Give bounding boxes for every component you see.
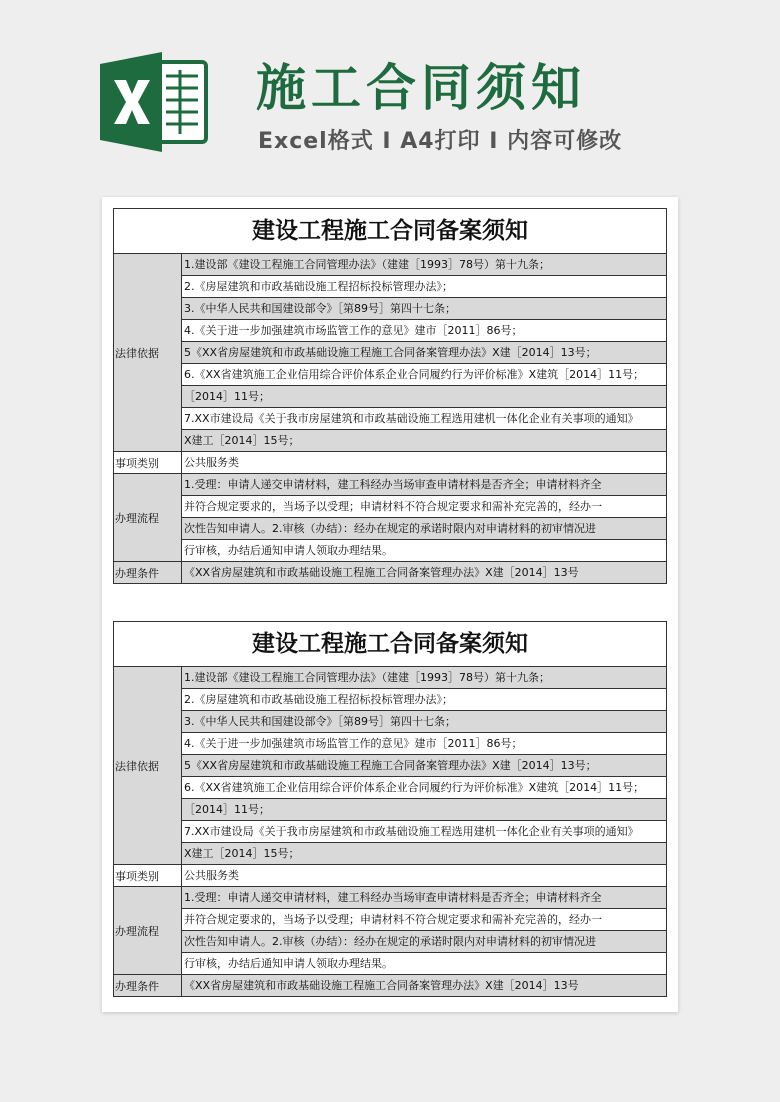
category-section — [114, 452, 666, 474]
header — [0, 0, 780, 195]
law-row: 1.建设部《建设工程施工合同管理办法》（建建［1993］78号）第十九条； — [182, 667, 666, 689]
law-label: 法律依据 — [114, 667, 182, 864]
page-title: 施工合同须知 — [256, 59, 586, 117]
category-label: 事项类别 — [114, 452, 182, 473]
law-row: 5《XX省房屋建筑和市政基础设施工程施工合同备案管理办法》X建［2014］13号； — [182, 342, 666, 364]
law-row: 2.《房屋建筑和市政基础设施工程招标投标管理办法》； — [182, 276, 666, 298]
process-row: 次性告知申请人。2.审核（办结）：经办在规定的承诺时限内对申请材料的初审情况进 — [182, 931, 666, 953]
law-row: 6.《XX省建筑施工企业信用综合评价体系企业合同履约行为评价标准》X建筑［2014］11号； — [182, 364, 666, 386]
process-row: 行审核，办结后通知申请人领取办理结果。 — [182, 540, 666, 561]
excel-icon — [100, 52, 210, 152]
law-row: 4.《关于进一步加强建筑市场监管工作的意见》建市［2011］86号； — [182, 320, 666, 342]
process-section — [114, 474, 666, 562]
process-section — [114, 887, 666, 975]
law-row: ［2014］11号； — [182, 386, 666, 408]
condition-label: 办理条件 — [114, 975, 182, 996]
law-row: X建工［2014］15号； — [182, 843, 666, 864]
process-label: 办理流程 — [114, 474, 182, 561]
category-label: 事项类别 — [114, 865, 182, 886]
law-row: ［2014］11号； — [182, 799, 666, 821]
law-row: X建工［2014］15号； — [182, 430, 666, 451]
law-row: 1.建设部《建设工程施工合同管理办法》（建建［1993］78号）第十九条； — [182, 254, 666, 276]
process-label: 办理流程 — [114, 887, 182, 974]
category-value: 公共服务类 — [182, 452, 666, 473]
category-value: 公共服务类 — [182, 865, 666, 886]
law-row: 6.《XX省建筑施工企业信用综合评价体系企业合同履约行为评价标准》X建筑［2014］11号； — [182, 777, 666, 799]
law-row: 3.《中华人民共和国建设部令》［第89号］第四十七条； — [182, 711, 666, 733]
process-row: 1.受理：申请人递交申请材料，建工科经办当场审查申请材料是否齐全；申请材料齐全 — [182, 474, 666, 496]
condition-value: 《XX省房屋建筑和市政基础设施工程施工合同备案管理办法》X建［2014］13号 — [182, 562, 666, 583]
law-row: 4.《关于进一步加强建筑市场监管工作的意见》建市［2011］86号； — [182, 733, 666, 755]
law-label: 法律依据 — [114, 254, 182, 451]
document-page — [102, 197, 678, 1012]
notice-table — [113, 621, 667, 997]
process-row: 并符合规定要求的，当场予以受理；申请材料不符合规定要求和需补充完善的，经办一 — [182, 496, 666, 518]
law-row: 3.《中华人民共和国建设部令》［第89号］第四十七条； — [182, 298, 666, 320]
page-subtitle: Excel格式 I A4打印 I 内容可修改 — [258, 129, 623, 154]
notice-table — [113, 208, 667, 584]
condition-value: 《XX省房屋建筑和市政基础设施工程施工合同备案管理办法》X建［2014］13号 — [182, 975, 666, 996]
condition-section — [114, 975, 666, 996]
table-title: 建设工程施工合同备案须知 — [114, 209, 666, 254]
category-section — [114, 865, 666, 887]
law-row: 5《XX省房屋建筑和市政基础设施工程施工合同备案管理办法》X建［2014］13号； — [182, 755, 666, 777]
condition-section — [114, 562, 666, 583]
law-section — [114, 254, 666, 452]
process-row: 行审核，办结后通知申请人领取办理结果。 — [182, 953, 666, 974]
process-row: 1.受理：申请人递交申请材料，建工科经办当场审查申请材料是否齐全；申请材料齐全 — [182, 887, 666, 909]
condition-label: 办理条件 — [114, 562, 182, 583]
table-title: 建设工程施工合同备案须知 — [114, 622, 666, 667]
law-row: 2.《房屋建筑和市政基础设施工程招标投标管理办法》； — [182, 689, 666, 711]
law-row: 7.XX市建设局《关于我市房屋建筑和市政基础设施工程选用建机一体化企业有关事项的通知》 — [182, 821, 666, 843]
law-section — [114, 667, 666, 865]
process-row: 并符合规定要求的，当场予以受理；申请材料不符合规定要求和需补充完善的，经办一 — [182, 909, 666, 931]
law-row: 7.XX市建设局《关于我市房屋建筑和市政基础设施工程选用建机一体化企业有关事项的通知》 — [182, 408, 666, 430]
process-row: 次性告知申请人。2.审核（办结）：经办在规定的承诺时限内对申请材料的初审情况进 — [182, 518, 666, 540]
